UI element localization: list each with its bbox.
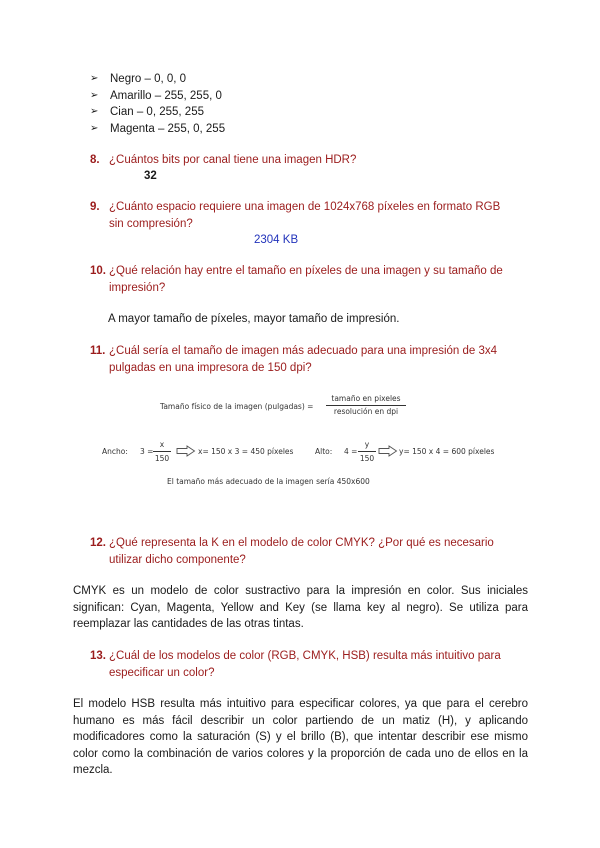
- alto-numerator: y: [364, 440, 370, 449]
- arrow-bullet-icon: ➢: [90, 122, 99, 134]
- question-10: [90, 263, 529, 296]
- list-item: ➢ Cian – 0, 255, 255: [90, 104, 225, 121]
- question-number: 12.: [90, 537, 106, 549]
- list-item: ➢ Amarillo – 255, 255, 0: [90, 88, 225, 105]
- alto-result: y= 150 x 4 = 600 píxeles: [399, 447, 495, 456]
- alto-denominator: 150: [359, 454, 375, 463]
- list-item: ➢ Magenta – 255, 0, 255: [90, 121, 225, 138]
- question-text: especificar un color?: [109, 666, 215, 679]
- question-text: ¿Cuál sería el tamaño de imagen más adecuado para una impresión de 3x4: [109, 345, 498, 357]
- fraction-line: [326, 405, 406, 406]
- question-9: [90, 199, 529, 232]
- figure-conclusion: El tamaño más adecuado de la imagen sería 450x600: [167, 477, 370, 486]
- answer-8: 32: [144, 170, 157, 182]
- arrow-right-icon: [176, 445, 196, 457]
- answer-10: A mayor tamaño de píxeles, mayor tamaño de impresión.: [108, 313, 400, 325]
- list-item: ➢ Negro – 0, 0, 0: [90, 71, 225, 88]
- ancho-numerator: x: [159, 440, 165, 449]
- alto-lhs: 4 =: [344, 447, 358, 456]
- ancho-result: x= 150 x 3 = 450 píxeles: [198, 447, 294, 456]
- question-text: impresión?: [109, 281, 166, 294]
- question-text: ¿Cuántos bits por canal tiene una imagen HDR?: [109, 154, 357, 166]
- question-13: [90, 648, 529, 681]
- formula-denominator: resolución en dpi: [333, 407, 399, 416]
- ancho-denominator: 150: [154, 454, 170, 463]
- question-number: 8.: [90, 154, 100, 166]
- question-11: [90, 343, 529, 376]
- arrow-right-icon: [378, 445, 398, 457]
- question-text: utilizar dicho componente?: [109, 553, 246, 566]
- question-number: 11.: [90, 345, 106, 357]
- color-values-list: [90, 71, 225, 137]
- question-text: ¿Qué representa la K en el modelo de color CMYK? ¿Por qué es necesario: [109, 537, 494, 549]
- answer-13: El modelo HSB resulta más intuitivo para especificar colores, ya que para el cerebro humano es más fácil describir un color partiendo de un matiz (H), y aplicando modificadores como la saturación (S) y el brillo (B), que intentar describir ese mismo color como la combinación de varios colores y la proporción de cada uno de ellos en la mezcla.: [73, 698, 528, 776]
- formula-left: Tamaño físico de la imagen (pulgadas) =: [160, 402, 314, 411]
- ancho-label: Ancho:: [102, 447, 128, 456]
- arrow-bullet-icon: ➢: [90, 73, 99, 84]
- question-text: ¿Cuál de los modelos de color (RGB, CMYK, HSB) resulta más intuitivo para: [109, 650, 501, 662]
- fraction-line: [153, 451, 171, 452]
- question-text: pulgadas en una impresora de 150 dpi?: [109, 361, 312, 374]
- question-12: [90, 535, 529, 568]
- question-8: [90, 152, 529, 169]
- question-number: 9.: [90, 201, 100, 213]
- alto-label: Alto:: [315, 447, 333, 456]
- question-number: 10.: [90, 265, 106, 277]
- ancho-lhs: 3 =: [140, 447, 154, 456]
- arrow-bullet-icon: ➢: [90, 106, 99, 117]
- formula-numerator: tamaño en pixeles: [331, 394, 401, 403]
- arrow-bullet-icon: ➢: [90, 89, 99, 101]
- question-text: ¿Cuánto espacio requiere una imagen de 1024x768 píxeles en formato RGB: [109, 201, 501, 213]
- question-text: sin compresión?: [109, 217, 193, 230]
- question-text: ¿Qué relación hay entre el tamaño en píxeles de una imagen y su tamaño de: [109, 265, 503, 277]
- question-number: 13.: [90, 650, 106, 662]
- answer-12: CMYK es un modelo de color sustractivo para la impresión en color. Sus iniciales significan: Cyan, Magenta, Yellow and Key (se llama key al negro). Se utiliza para reemplazar las cantidades de las otras tintas.: [73, 585, 528, 630]
- answer-9: 2304 KB: [254, 234, 299, 246]
- fraction-line: [358, 451, 376, 452]
